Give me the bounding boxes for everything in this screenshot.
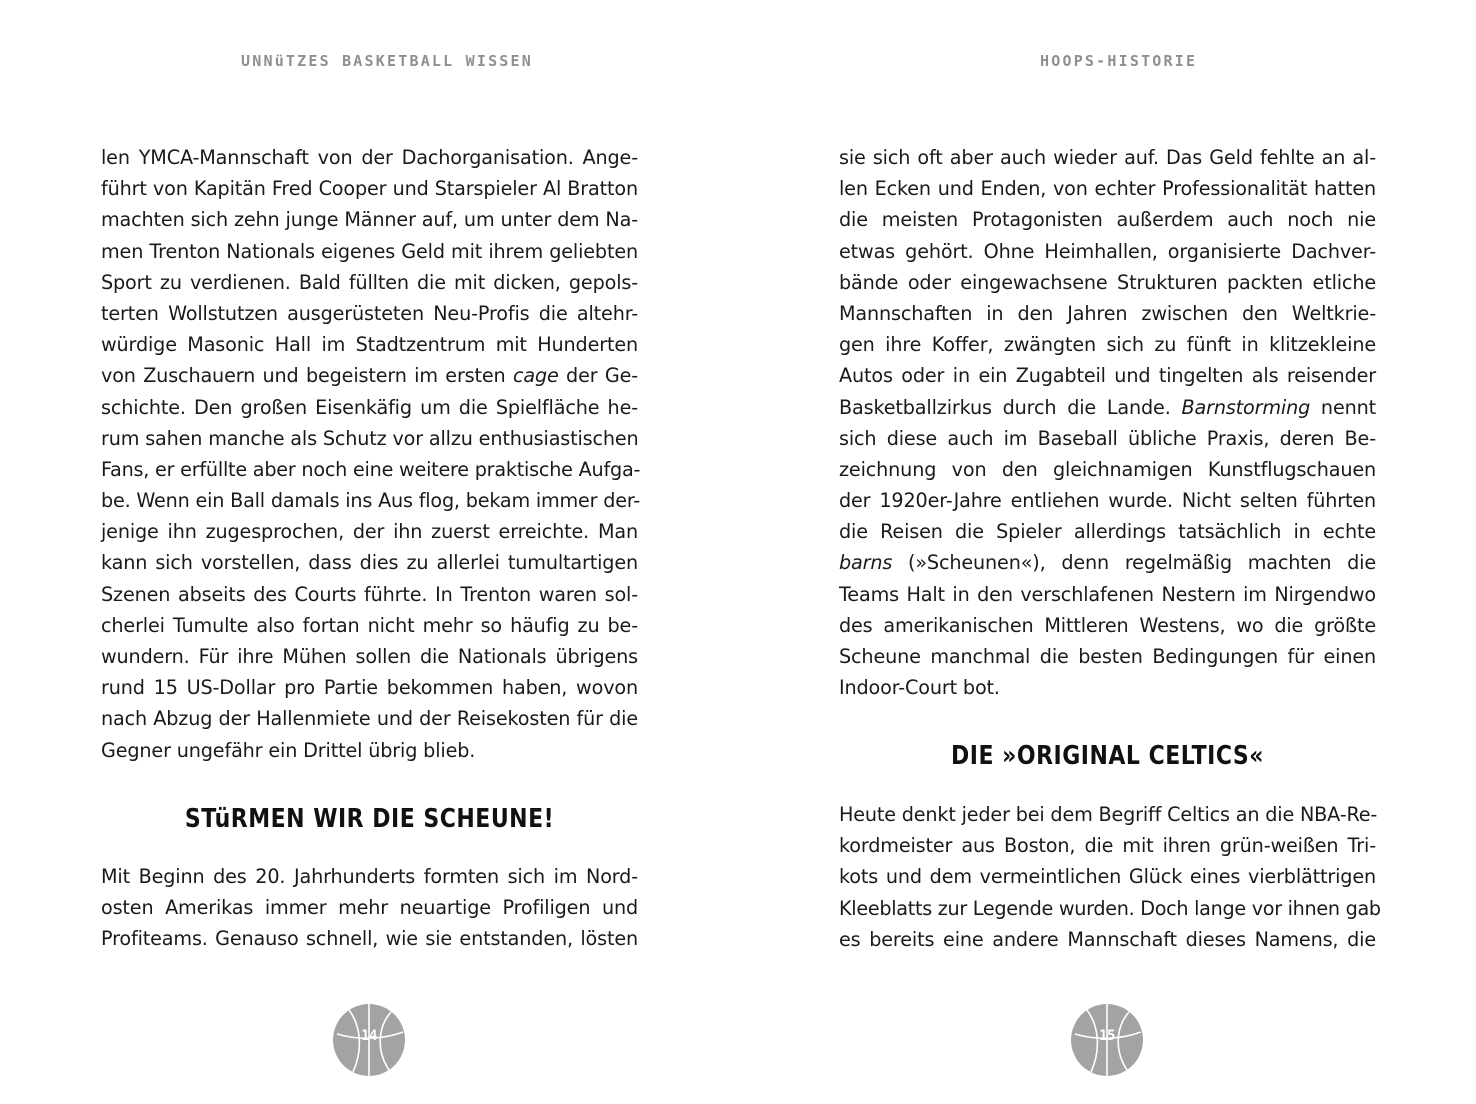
text-line: kots und dem vermeintlichen Glück eines vierblättrigen xyxy=(839,865,1376,889)
text-line: len YMCA-Mannschaft von der Dachorganisation. Ange- xyxy=(101,146,638,169)
text-line: die Reisen die Spieler allerdings tatsächlich in echte xyxy=(839,520,1376,544)
italic-term-barns: barns xyxy=(839,551,893,575)
text-line xyxy=(839,392,1376,423)
text-line: die meisten Protagonisten außerdem auch noch nie xyxy=(839,208,1376,232)
text-line: sich diese auch im Baseball übliche Praxis, deren Be- xyxy=(839,426,1376,450)
text-segment: (»Scheunen«), denn regelmäßig machten die xyxy=(892,551,1376,575)
text-line: nach Abzug der Hallenmiete und der Reisekosten für die xyxy=(101,707,638,731)
text-line: Szenen abseits des Courts führte. In Trenton waren sol- xyxy=(101,582,638,606)
text-line: Indoor-Court bot. xyxy=(839,676,1000,700)
text-segment: von Zuschauern und begeistern im ersten xyxy=(101,364,513,388)
text-segment: der Ge- xyxy=(558,364,638,388)
text-line: terten Wollstutzen ausgerüsteten Neu-Profis die altehr- xyxy=(101,301,638,325)
text-line: Scheune manchmal die besten Bedingungen für einen xyxy=(839,645,1376,668)
text-line: Sport zu verdienen. Bald füllten die mit dicken, gepols- xyxy=(101,270,638,294)
text-line: würdige Masonic Hall im Stadtzentrum mit Hunderten xyxy=(101,333,638,357)
text-line: be. Wenn ein Ball damals ins Aus flog, bekam immer der- xyxy=(101,489,641,513)
text-line: Kleeblatts zur Legende wurden. Doch lange vor ihnen gab xyxy=(839,896,1381,920)
text-line: wundern. Für ihre Mühen sollen die Nationals übrigens xyxy=(101,645,638,668)
text-segment: Basketballzirkus durch die Lande. xyxy=(839,395,1182,419)
text-line: zeichnung von den gleichnamigen Kunstflugschauen xyxy=(839,457,1376,481)
left-paragraph-1 xyxy=(101,142,641,766)
text-line: men Trenton Nationals eigenes Geld mit ihrem geliebten xyxy=(101,239,638,263)
section-heading-right: DIE »ORIGINAL CELTICS« xyxy=(951,741,1264,772)
running-head-right-text: HOOPS-HISTORIE xyxy=(1040,52,1198,70)
left-paragraph-2 xyxy=(101,861,638,955)
text-line: schichte. Den großen Eisenkäfig um die Spielfläche he- xyxy=(101,395,638,419)
text-line xyxy=(101,360,638,391)
italic-term-barnstorming: Barnstorming xyxy=(1181,395,1311,419)
text-line: Teams Halt in den verschlafenen Nestern im Nirgendwo xyxy=(839,582,1376,606)
text-line: führt von Kapitän Fred Cooper und Starspieler Al Bratton xyxy=(101,177,638,201)
text-line: kordmeister aus Boston, die mit ihren grün-weißen Tri- xyxy=(839,834,1376,858)
right-page xyxy=(738,0,1476,1104)
text-line: Autos oder in ein Zugabteil und tingelten als reisender xyxy=(839,364,1376,388)
text-line: machten sich zehn junge Männer auf, um unter dem Na- xyxy=(101,208,638,232)
text-line: osten Amerikas immer mehr neuartige Profiligen und xyxy=(101,896,638,920)
page-number-badge-left xyxy=(333,1004,405,1076)
text-line: der 1920er-Jahre entliehen wurde. Nicht selten führten xyxy=(839,489,1376,513)
text-line: len Ecken und Enden, von echter Professionalität hatten xyxy=(839,177,1376,201)
text-line: cherlei Tumulte also fortan nicht mehr so häufig zu be- xyxy=(101,613,638,637)
text-line: Heute denkt jeder bei dem Begriff Celtics an die NBA-Re- xyxy=(839,803,1378,826)
italic-term-cage: cage xyxy=(512,364,559,388)
page-number-right: 15 xyxy=(1099,1028,1115,1044)
text-line: es bereits eine andere Mannschaft dieses Namens, die xyxy=(839,927,1376,951)
text-line: gen ihre Koffer, zwängten sich zu fünft in klitzekleine xyxy=(839,333,1376,357)
text-line: Profiteams. Genauso schnell, wie sie entstanden, lösten xyxy=(101,927,638,951)
text-line: sie sich oft aber auch wieder auf. Das Geld fehlte an al- xyxy=(839,146,1376,169)
text-line: Gegner ungefähr ein Drittel übrig blieb. xyxy=(101,738,476,762)
section-heading-left: STüRMEN WIR DIE SCHEUNE! xyxy=(184,804,555,835)
text-line: des amerikanischen Mittleren Westens, wo die größte xyxy=(839,613,1376,637)
text-line: bände oder eingewachsene Strukturen packten etliche xyxy=(839,270,1376,294)
right-paragraph-1 xyxy=(839,142,1376,703)
text-line: Fans, er erfüllte aber noch eine weitere praktische Aufga- xyxy=(101,457,641,481)
text-line: jenige ihn zugesprochen, der ihn zuerst erreichte. Man xyxy=(101,520,638,544)
text-line: etwas gehört. Ohne Heimhallen, organisierte Dachver- xyxy=(839,239,1376,263)
page-number-badge-right xyxy=(1071,1004,1143,1076)
page-number-left: 14 xyxy=(361,1028,377,1044)
running-head-left-text: UNNüTZES BASKETBALL WISSEN xyxy=(241,52,533,70)
text-line: kann sich vorstellen, dass dies zu allerlei tumultartigen xyxy=(101,551,638,575)
text-line: Mit Beginn des 20. Jahrhunderts formten sich im Nord- xyxy=(101,865,638,888)
text-line: rum sahen manche als Schutz vor allzu enthusiastischen xyxy=(101,426,639,450)
text-line: rund 15 US-Dollar pro Partie bekommen haben, wovon xyxy=(101,676,638,700)
right-paragraph-2 xyxy=(839,799,1381,955)
text-line xyxy=(839,547,1376,578)
text-line: Mannschaften in den Jahren zwischen den Weltkrie- xyxy=(839,301,1376,325)
text-segment: nennt xyxy=(1310,395,1376,419)
